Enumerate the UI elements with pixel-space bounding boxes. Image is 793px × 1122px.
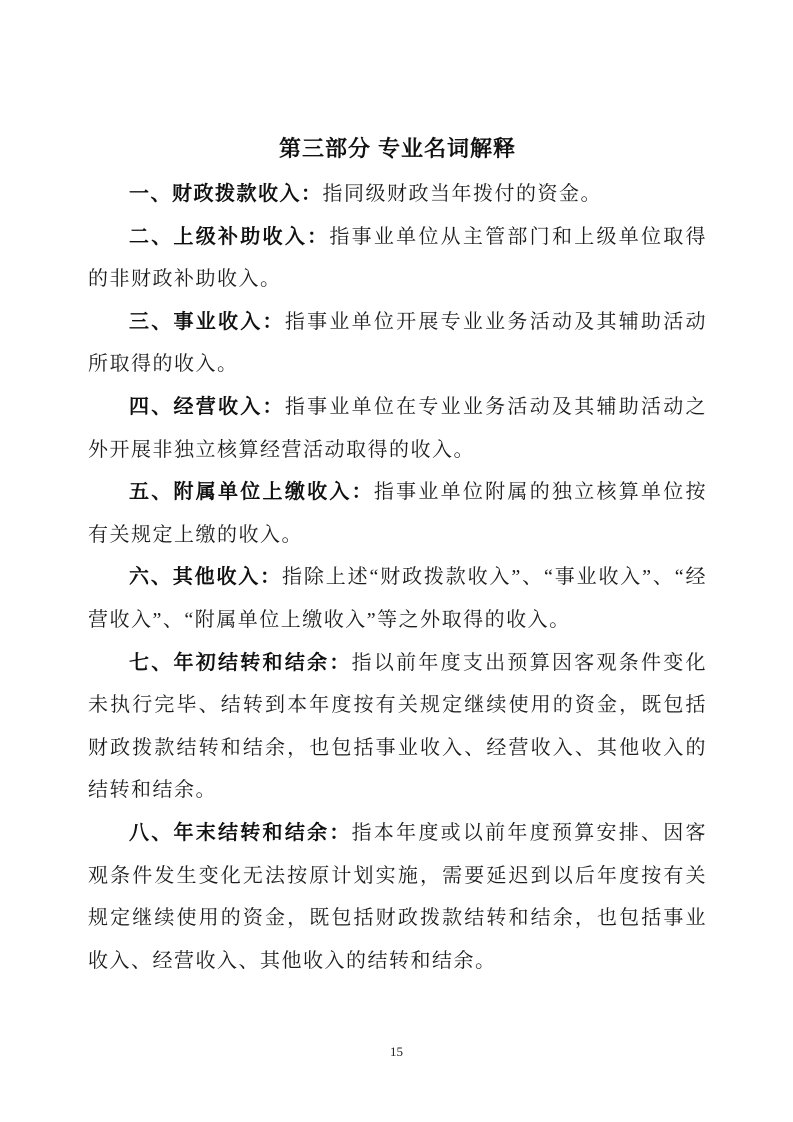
term-definition: 指同级财政当年拨付的资金。: [322, 183, 602, 205]
definition-paragraph: [88, 301, 707, 386]
page-title: 第三部分 专业名词解释: [278, 136, 517, 161]
term-definition: 指事业单位在专业业务活动及其辅助活动之外开展非独立核算经营活动取得的收入。: [88, 395, 708, 461]
term-label: 五、附属单位上缴收入：: [129, 481, 374, 504]
term-label: 四、经营收入：: [129, 395, 285, 418]
term-definition: 指本年度或以前年度预算安排、因客观条件发生变化无法按原计划实施，需要延迟到以后年度按有关规定继续使用的资金，既包括财政拨款结转和结余，也包括事业收入、经营收入、其他收入的结转和结余。: [88, 821, 708, 972]
term-label: 六、其他收入：: [129, 566, 283, 589]
term-definition: 指除上述“财政拨款收入”、“事业收入”、“经营收入”、“附属单位上缴收入”等之外取得的收入。: [88, 566, 707, 631]
term-definition: 指以前年度支出预算因客观条件变化未执行完毕、结转到本年度按有关规定继续使用的资金，既包括财政拨款结转和结余，也包括事业收入、经营收入、其他收入的结转和结余。: [88, 651, 708, 802]
definition-paragraph: [88, 642, 707, 812]
term-label: 三、事业收入：: [129, 310, 285, 333]
term-definition: 指事业单位从主管部门和上级单位取得的非财政补助收入。: [88, 225, 708, 291]
definition-paragraph: [88, 216, 707, 301]
definition-paragraph: [88, 386, 707, 471]
term-definition: 指事业单位附属的独立核算单位按有关规定上缴的收入。: [88, 481, 708, 546]
definition-paragraph: [88, 556, 707, 641]
definition-paragraph: [88, 173, 707, 216]
term-label: 一、财政拨款收入：: [129, 183, 323, 205]
term-definition: 指事业单位开展专业业务活动及其辅助活动所取得的收入。: [88, 310, 708, 376]
definition-paragraph: [88, 471, 707, 556]
page-number: 15: [390, 1044, 403, 1059]
definitions-list: [88, 173, 707, 982]
term-label: 八、年末结转和结余：: [129, 821, 352, 844]
definition-paragraph: [88, 812, 707, 982]
term-label: 二、上级补助收入：: [129, 225, 330, 248]
term-label: 七、年初结转和结余：: [129, 651, 352, 674]
